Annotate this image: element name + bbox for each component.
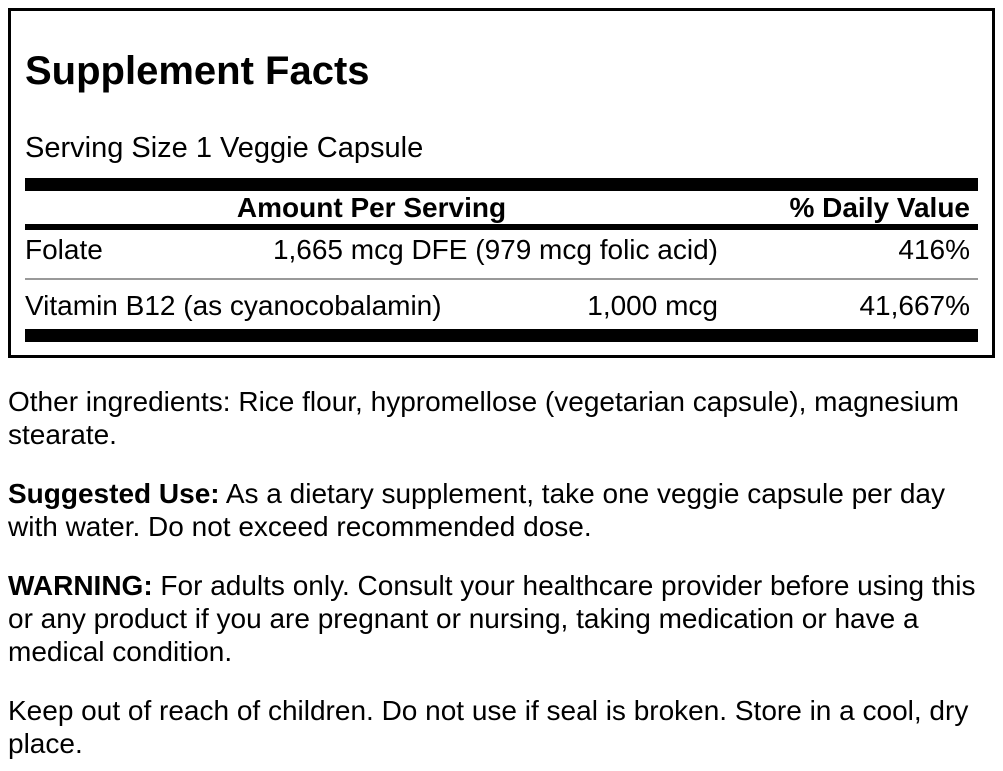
storage-text: Keep out of reach of children. Do not use if seal is broken. Store in a cool, dry place. (8, 695, 969, 759)
ingredient-daily-value: 416% (898, 234, 970, 265)
ingredient-name: Folate (25, 234, 103, 265)
ingredient-amount: 1,665 mcg DFE (979 mcg folic acid) (272, 234, 718, 265)
warning-text: For adults only. Consult your healthcare provider before using this or any product if you are pregnant or nursing, taking medication or have a medical condition. (8, 570, 976, 667)
suggested-use-text: As a dietary supplement, take one veggie capsule per day with water. Do not exceed recommended dose. (8, 478, 945, 542)
warning-label: WARNING: (8, 570, 153, 601)
ingredient-name: Vitamin B12 (as cyanocobalamin) (25, 290, 442, 321)
table-row (25, 280, 978, 329)
supplement-facts-panel (8, 8, 995, 358)
warning-paragraph (8, 569, 995, 668)
ingredient-daily-value: 41,667% (859, 290, 970, 321)
thick-divider-top (25, 178, 978, 191)
info-section (8, 385, 995, 760)
panel-title: Supplement Facts (25, 49, 370, 93)
daily-value-header: % Daily Value (789, 192, 970, 223)
suggested-use-label: Suggested Use: (8, 478, 220, 509)
table-header-row (25, 191, 978, 230)
suggested-use-paragraph (8, 477, 995, 543)
amount-per-serving-header: Amount Per Serving (236, 192, 507, 223)
other-ingredients-text: Other ingredients: Rice flour, hypromellose (vegetarian capsule), magnesium stearate. (8, 386, 959, 450)
serving-size-line: Serving Size 1 Veggie Capsule (25, 132, 424, 164)
table-row (25, 230, 978, 278)
ingredient-amount: 1,000 mcg (587, 290, 718, 321)
thick-divider-bottom (25, 329, 978, 342)
